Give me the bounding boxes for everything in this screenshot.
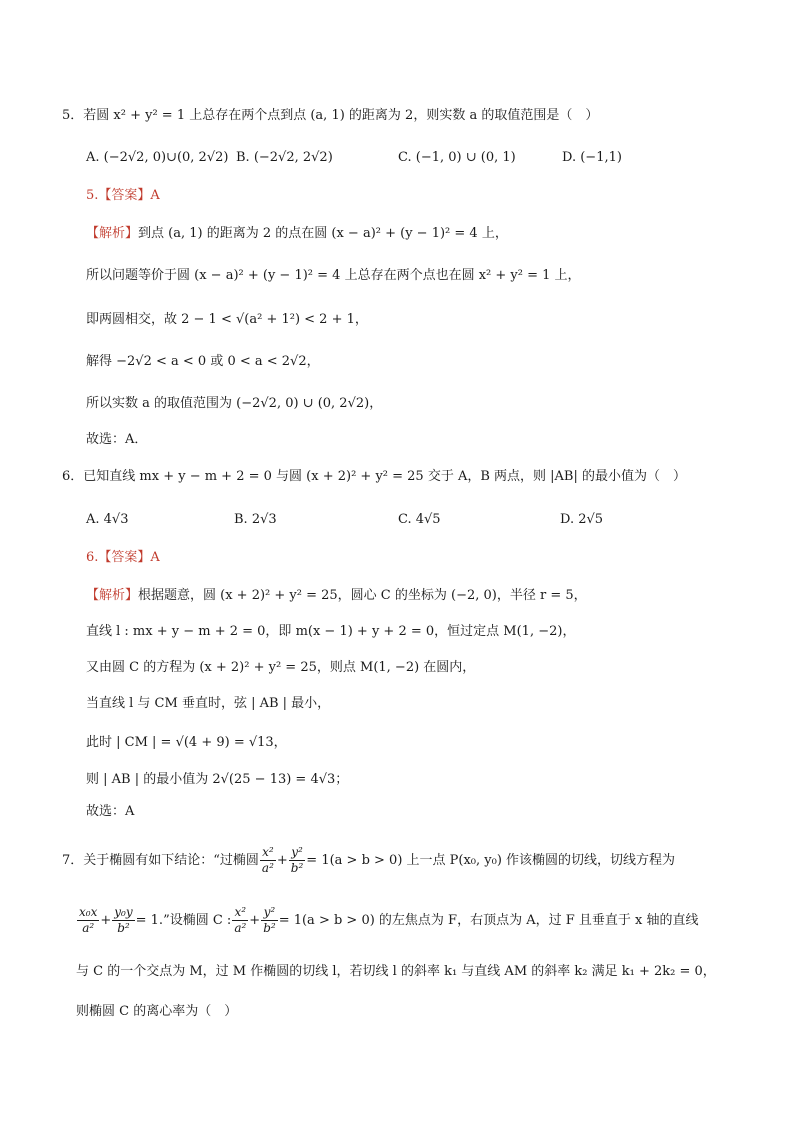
q7-line-2: $\frac{\text{x₀x}}{\text{a²}}$ + $\frac{\text{y₀y}}{\text{b²}}$ = 1.”设椭圆 C : $\frac{\text{x²}}{\text{a²}}$ + $\frac{\text{y²}}{\text{b²}}$ = 1(a > b > 0) 的左焦点为 F，右顶点为 A，过 F 且垂直于 x 轴的直线: [79, 905, 699, 935]
q7-line-1: 7．关于椭圆有如下结论：“过椭圆 $\frac{\text{x²}}{\text{a²}}$ + $\frac{\text{y²}}{\text{b²}}$ = 1(a > b > 0) 上一点 P(x₀, y₀) 作该椭圆的切线，切线方程为: [62, 845, 676, 875]
fraction: [289, 845, 306, 876]
q7-text: = 1(a > b > 0) 的左焦点为 F，右顶点为 A，过 F 且垂直于 x 轴的直线: [278, 913, 699, 928]
denominator: b²: [117, 921, 130, 935]
q7-line-3: 与 C 的一个交点为 M，过 M 作椭圆的切线 l，若切线 l 的斜率 k₁ 与直线 AM 的斜率 k₂ 满足 k₁ + 2k₂ = 0，: [76, 964, 716, 979]
q6-stem: 6．已知直线 mx + y − m + 2 = 0 与圆 (x + 2)² + y² = 25 交于 A，B 两点，则 |AB| 的最小值为（ ）: [62, 469, 687, 484]
numerator: y²: [289, 845, 306, 861]
numerator: y₀y: [114, 905, 133, 919]
q6-option-d[interactable]: D. 2√5: [560, 512, 604, 527]
q5-analysis-line: 【解析】到点 (a, 1) 的距离为 2 的点在圆 (x − a)² + (y − 1)² = 4 上，: [86, 226, 508, 241]
numerator: x²: [260, 845, 276, 861]
q6-analysis-line: 故选：A: [86, 804, 135, 819]
q7-text: = 1.”设椭圆 C :: [135, 913, 232, 928]
q5-analysis-line: 故选：A．: [86, 432, 148, 447]
q5-analysis-line: 所以问题等价于圆 (x − a)² + (y − 1)² = 4 上总存在两个点也在圆 x² + y² = 1 上，: [86, 268, 581, 283]
q5-option-a[interactable]: A. (−2√2, 0)∪(0, 2√2): [86, 150, 229, 165]
q7-text: 7．关于椭圆有如下结论：“过椭圆: [62, 853, 259, 868]
q5-analysis-line: 解得 −2√2 < a < 0 或 0 < a < 2√2，: [86, 354, 320, 369]
fraction: [112, 905, 134, 936]
q6-option-b[interactable]: B. 2√3: [234, 512, 277, 527]
fraction: [77, 905, 99, 936]
numerator: x²: [232, 905, 248, 921]
q5-stem: 5．若圆 x² + y² = 1 上总存在两个点到点 (a, 1) 的距离为 2，则实数 a 的取值范围是（ ）: [62, 108, 599, 123]
q6-analysis-line: 又由圆 C 的方程为 (x + 2)² + y² = 25，则点 M(1, −2) 在圆内，: [86, 660, 476, 675]
q5-option-d[interactable]: D. (−1,1): [562, 150, 622, 165]
q6-option-a[interactable]: A. 4√3: [86, 512, 129, 527]
fraction: [261, 905, 278, 936]
numerator: x₀x: [79, 905, 98, 919]
q5-analysis-line: 即两圆相交，故 2 − 1 < √(a² + 1²) < 2 + 1，: [86, 312, 368, 327]
denominator: a²: [82, 921, 95, 935]
fraction: [232, 905, 248, 936]
analysis-label: 【解析】: [86, 226, 139, 241]
numerator: y²: [261, 905, 278, 921]
q6-analysis-line: 当直线 l 与 CM 垂直时，弦 | AB | 最小，: [86, 696, 331, 711]
denominator: a²: [261, 861, 274, 875]
denominator: b²: [290, 861, 304, 875]
q5-analysis-line: 所以实数 a 的取值范围为 (−2√2, 0) ∪ (0, 2√2)，: [86, 396, 383, 411]
q6-option-c[interactable]: C. 4√5: [398, 512, 441, 527]
analysis-label: 【解析】: [86, 588, 139, 603]
fraction: [260, 845, 276, 876]
denominator: a²: [234, 921, 247, 935]
q6-analysis-line: 此时 | CM | = √(4 + 9) = √13，: [86, 735, 287, 750]
q5-option-b[interactable]: B. (−2√2, 2√2): [236, 150, 333, 165]
q5-answer: 5.【答案】A: [86, 188, 160, 203]
q6-analysis-line: 直线 l : mx + y − m + 2 = 0，即 m(x − 1) + y + 2 = 0，恒过定点 M(1, −2)，: [86, 624, 576, 639]
q6-analysis-line: 【解析】根据题意，圆 (x + 2)² + y² = 25，圆心 C 的坐标为 (−2, 0)，半径 r = 5，: [86, 588, 587, 603]
denominator: b²: [263, 921, 276, 935]
q6-analysis-line: 则 | AB | 的最小值为 2√(25 − 13) = 4√3；: [86, 772, 349, 787]
q7-text: = 1(a > b > 0) 上一点 P(x₀, y₀) 作该椭圆的切线，切线方程为: [306, 853, 676, 868]
q5-option-c[interactable]: C. (−1, 0) ∪ (0, 1): [398, 150, 516, 165]
q6-answer: 6.【答案】A: [86, 550, 160, 565]
q7-line-4: 则椭圆 C 的离心率为（ ）: [76, 1004, 238, 1019]
